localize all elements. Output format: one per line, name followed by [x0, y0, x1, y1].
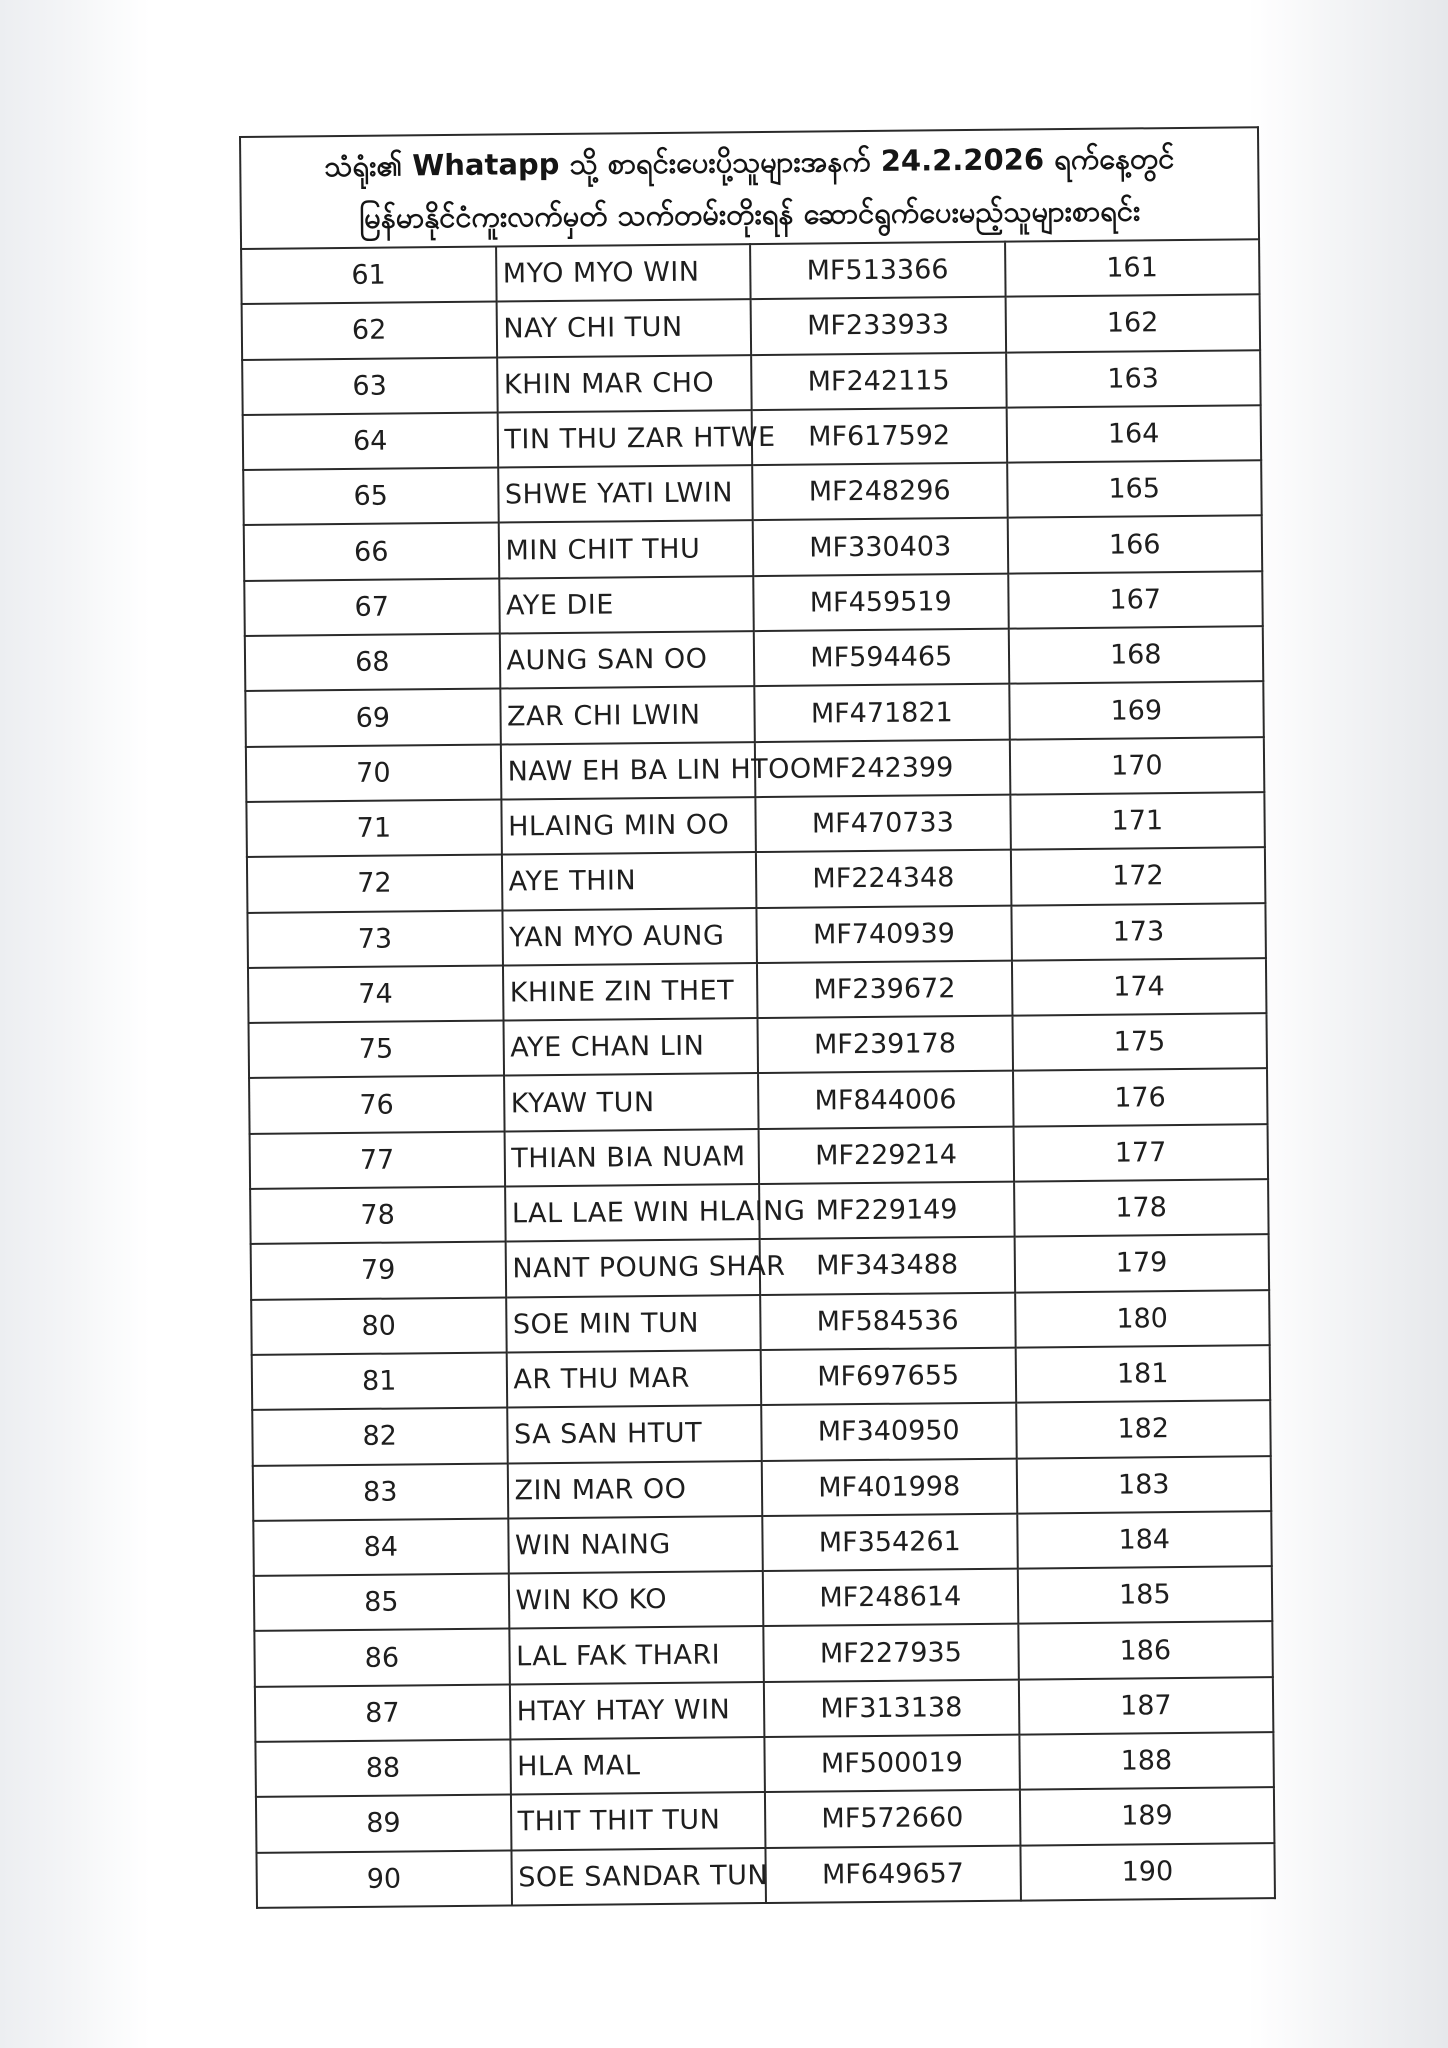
applicant-name: NANT POUNG SHAR [505, 1239, 760, 1297]
row-number: 76 [249, 1076, 504, 1134]
row-number: 75 [249, 1021, 504, 1079]
applicant-name: AUNG SAN OO [499, 631, 754, 689]
row-number: 69 [245, 689, 500, 747]
passport-number: MF248614 [763, 1569, 1018, 1627]
passport-number: MF513366 [750, 242, 1005, 300]
table-row [243, 460, 1261, 525]
row-number: 70 [246, 744, 501, 802]
table-row [253, 1511, 1271, 1576]
row-number: 80 [251, 1297, 506, 1355]
passport-number: MF471821 [754, 684, 1009, 742]
table-row [248, 958, 1266, 1023]
table-row [244, 571, 1262, 636]
passport-number: MF239178 [757, 1016, 1012, 1074]
row-number: 82 [252, 1408, 507, 1466]
queue-number: 185 [1017, 1566, 1272, 1624]
applicant-name: WIN NAING [508, 1516, 763, 1574]
table-row [249, 1069, 1267, 1134]
row-number: 89 [256, 1795, 511, 1853]
passport-number: MF242115 [751, 352, 1006, 410]
table-row [256, 1787, 1274, 1852]
passport-number: MF500019 [764, 1735, 1019, 1793]
table-row [247, 903, 1265, 968]
passport-number: MF584536 [760, 1292, 1015, 1350]
passport-number: MF313138 [764, 1679, 1019, 1737]
passport-number: MF248296 [752, 463, 1007, 521]
queue-number: 162 [1005, 295, 1260, 353]
applicant-name: TIN THU ZAR HTWE [497, 410, 752, 468]
queue-number: 176 [1013, 1069, 1268, 1127]
table-row [255, 1677, 1273, 1742]
queue-number: 177 [1013, 1124, 1268, 1182]
applicant-name: THIAN BIA NUAM [504, 1129, 759, 1187]
row-number: 83 [253, 1463, 508, 1521]
table-row [252, 1400, 1270, 1465]
passport-number: MF594465 [754, 629, 1009, 687]
scan-shadow-left [0, 0, 150, 2048]
applicant-name: KHINE ZIN THET [502, 963, 757, 1021]
table-row [250, 1179, 1268, 1244]
table-row [247, 847, 1265, 912]
row-number: 78 [250, 1187, 505, 1245]
queue-number: 181 [1015, 1345, 1270, 1403]
row-number: 84 [253, 1518, 508, 1576]
passport-number: MF401998 [762, 1458, 1017, 1516]
queue-number: 166 [1007, 516, 1262, 574]
row-number: 61 [241, 247, 496, 305]
queue-number: 188 [1019, 1732, 1274, 1790]
passport-number: MF242399 [755, 739, 1010, 797]
row-number: 66 [244, 523, 499, 581]
passport-number: MF343488 [760, 1237, 1015, 1295]
applicant-name: THIT THIT TUN [510, 1792, 765, 1850]
table-row [249, 1013, 1267, 1078]
applicant-name: WIN KO KO [508, 1571, 763, 1629]
table-row [254, 1566, 1272, 1631]
table-row [243, 405, 1261, 470]
queue-number: 178 [1014, 1179, 1269, 1237]
row-number: 87 [255, 1684, 510, 1742]
queue-number: 167 [1008, 571, 1263, 629]
queue-number: 186 [1018, 1622, 1273, 1680]
passport-number: MF224348 [756, 850, 1011, 908]
row-number: 90 [256, 1850, 511, 1908]
passport-number: MF340950 [761, 1403, 1016, 1461]
document-sheet [239, 126, 1276, 1909]
passport-number: MF649657 [765, 1845, 1020, 1903]
row-number: 74 [248, 965, 503, 1023]
passport-number: MF572660 [765, 1790, 1020, 1848]
queue-number: 175 [1012, 1013, 1267, 1071]
table-header-row [240, 127, 1259, 249]
passport-number: MF697655 [761, 1348, 1016, 1406]
table-row [252, 1345, 1270, 1410]
table-row [251, 1290, 1269, 1355]
applicant-name: ZIN MAR OO [507, 1461, 762, 1519]
passport-number: MF740939 [756, 905, 1011, 963]
passport-number: MF239672 [757, 960, 1012, 1018]
queue-number: 171 [1010, 792, 1265, 850]
table-row [250, 1124, 1268, 1189]
applicant-name: NAW EH BA LIN HTOO [500, 742, 755, 800]
passport-number: MF229214 [759, 1126, 1014, 1184]
applicant-name: LAL FAK THARI [509, 1626, 764, 1684]
row-number: 64 [243, 412, 498, 470]
table-row [242, 295, 1260, 360]
table-row [244, 516, 1262, 581]
title-line-1: သံရုံး၏ Whatapp သို့ စာရင်းပေးပို့သူများအနက် 24.2.2026 ရက်နေ့တွင် [324, 141, 1175, 184]
passport-number: MF227935 [763, 1624, 1018, 1682]
passport-number: MF470733 [755, 795, 1010, 853]
applicant-name: YAN MYO AUNG [502, 908, 757, 966]
queue-number: 179 [1014, 1235, 1269, 1293]
passport-number: MF844006 [758, 1071, 1013, 1129]
applicant-name: AYE CHAN LIN [503, 1018, 758, 1076]
document-title [240, 127, 1259, 249]
row-number: 88 [255, 1739, 510, 1797]
row-number: 68 [245, 634, 500, 692]
passport-number: MF233933 [751, 297, 1006, 355]
applicant-name: HLAING MIN OO [501, 797, 756, 855]
queue-number: 172 [1010, 847, 1265, 905]
passport-number: MF459519 [753, 573, 1008, 631]
table-row [251, 1235, 1269, 1300]
queue-number: 190 [1020, 1843, 1275, 1901]
queue-number: 170 [1009, 737, 1264, 795]
applicant-name: AYE DIE [499, 576, 754, 634]
table-body [240, 127, 1275, 1908]
queue-number: 187 [1018, 1677, 1273, 1735]
queue-number: 189 [1019, 1787, 1274, 1845]
applicant-name: HLA MAL [510, 1737, 765, 1795]
applicant-name: SOE MIN TUN [506, 1295, 761, 1353]
queue-number: 183 [1016, 1456, 1271, 1514]
applicant-name: HTAY HTAY WIN [509, 1682, 764, 1740]
scan-shadow-right [1248, 0, 1448, 2048]
applicant-name: SOE SANDAR TUN [511, 1848, 766, 1906]
row-number: 73 [247, 910, 502, 968]
applicant-name: MIN CHIT THU [498, 521, 753, 579]
row-number: 86 [254, 1629, 509, 1687]
table-row [245, 682, 1263, 747]
row-number: 81 [252, 1352, 507, 1410]
table-row [254, 1622, 1272, 1687]
queue-number: 168 [1008, 626, 1263, 684]
applicant-name: AR THU MAR [506, 1350, 761, 1408]
row-number: 77 [250, 1131, 505, 1189]
row-number: 62 [242, 302, 497, 360]
passport-number: MF229149 [759, 1182, 1014, 1240]
row-number: 71 [246, 799, 501, 857]
applicant-name: SHWE YATI LWIN [498, 465, 753, 523]
applicant-name: KYAW TUN [504, 1074, 759, 1132]
table-row [256, 1843, 1274, 1908]
passport-number: MF617592 [752, 408, 1007, 466]
passport-renewal-table [239, 126, 1276, 1909]
table-row [253, 1456, 1271, 1521]
table-row [246, 792, 1264, 857]
applicant-name: LAL LAE WIN HLAING [505, 1184, 760, 1242]
table-row [241, 239, 1259, 304]
row-number: 72 [247, 855, 502, 913]
queue-number: 182 [1016, 1400, 1271, 1458]
applicant-name: MYO MYO WIN [496, 244, 751, 302]
applicant-name: AYE THIN [501, 852, 756, 910]
title-line-2: မြန်မာနိုင်ငံကူးလက်မှတ် သက်တမ်းတိုးရန် ဆောင်ရွက်ပေးမည့်သူများစာရင်း [359, 193, 1141, 235]
queue-number: 184 [1017, 1511, 1272, 1569]
table-row [245, 626, 1263, 691]
row-number: 67 [244, 578, 499, 636]
queue-number: 180 [1015, 1290, 1270, 1348]
applicant-name: ZAR CHI LWIN [500, 686, 755, 744]
table-row [255, 1732, 1273, 1797]
queue-number: 163 [1006, 350, 1261, 408]
passport-number: MF330403 [753, 518, 1008, 576]
queue-number: 174 [1011, 958, 1266, 1016]
table-row [242, 350, 1260, 415]
applicant-name: NAY CHI TUN [496, 299, 751, 357]
row-number: 79 [251, 1242, 506, 1300]
row-number: 85 [254, 1574, 509, 1632]
row-number: 65 [243, 468, 498, 526]
queue-number: 169 [1009, 682, 1264, 740]
row-number: 63 [242, 357, 497, 415]
table-row [246, 737, 1264, 802]
applicant-name: KHIN MAR CHO [497, 355, 752, 413]
applicant-name: SA SAN HTUT [507, 1405, 762, 1463]
passport-number: MF354261 [762, 1513, 1017, 1571]
queue-number: 165 [1007, 460, 1262, 518]
queue-number: 164 [1006, 405, 1261, 463]
queue-number: 173 [1011, 903, 1266, 961]
queue-number: 161 [1005, 239, 1260, 297]
